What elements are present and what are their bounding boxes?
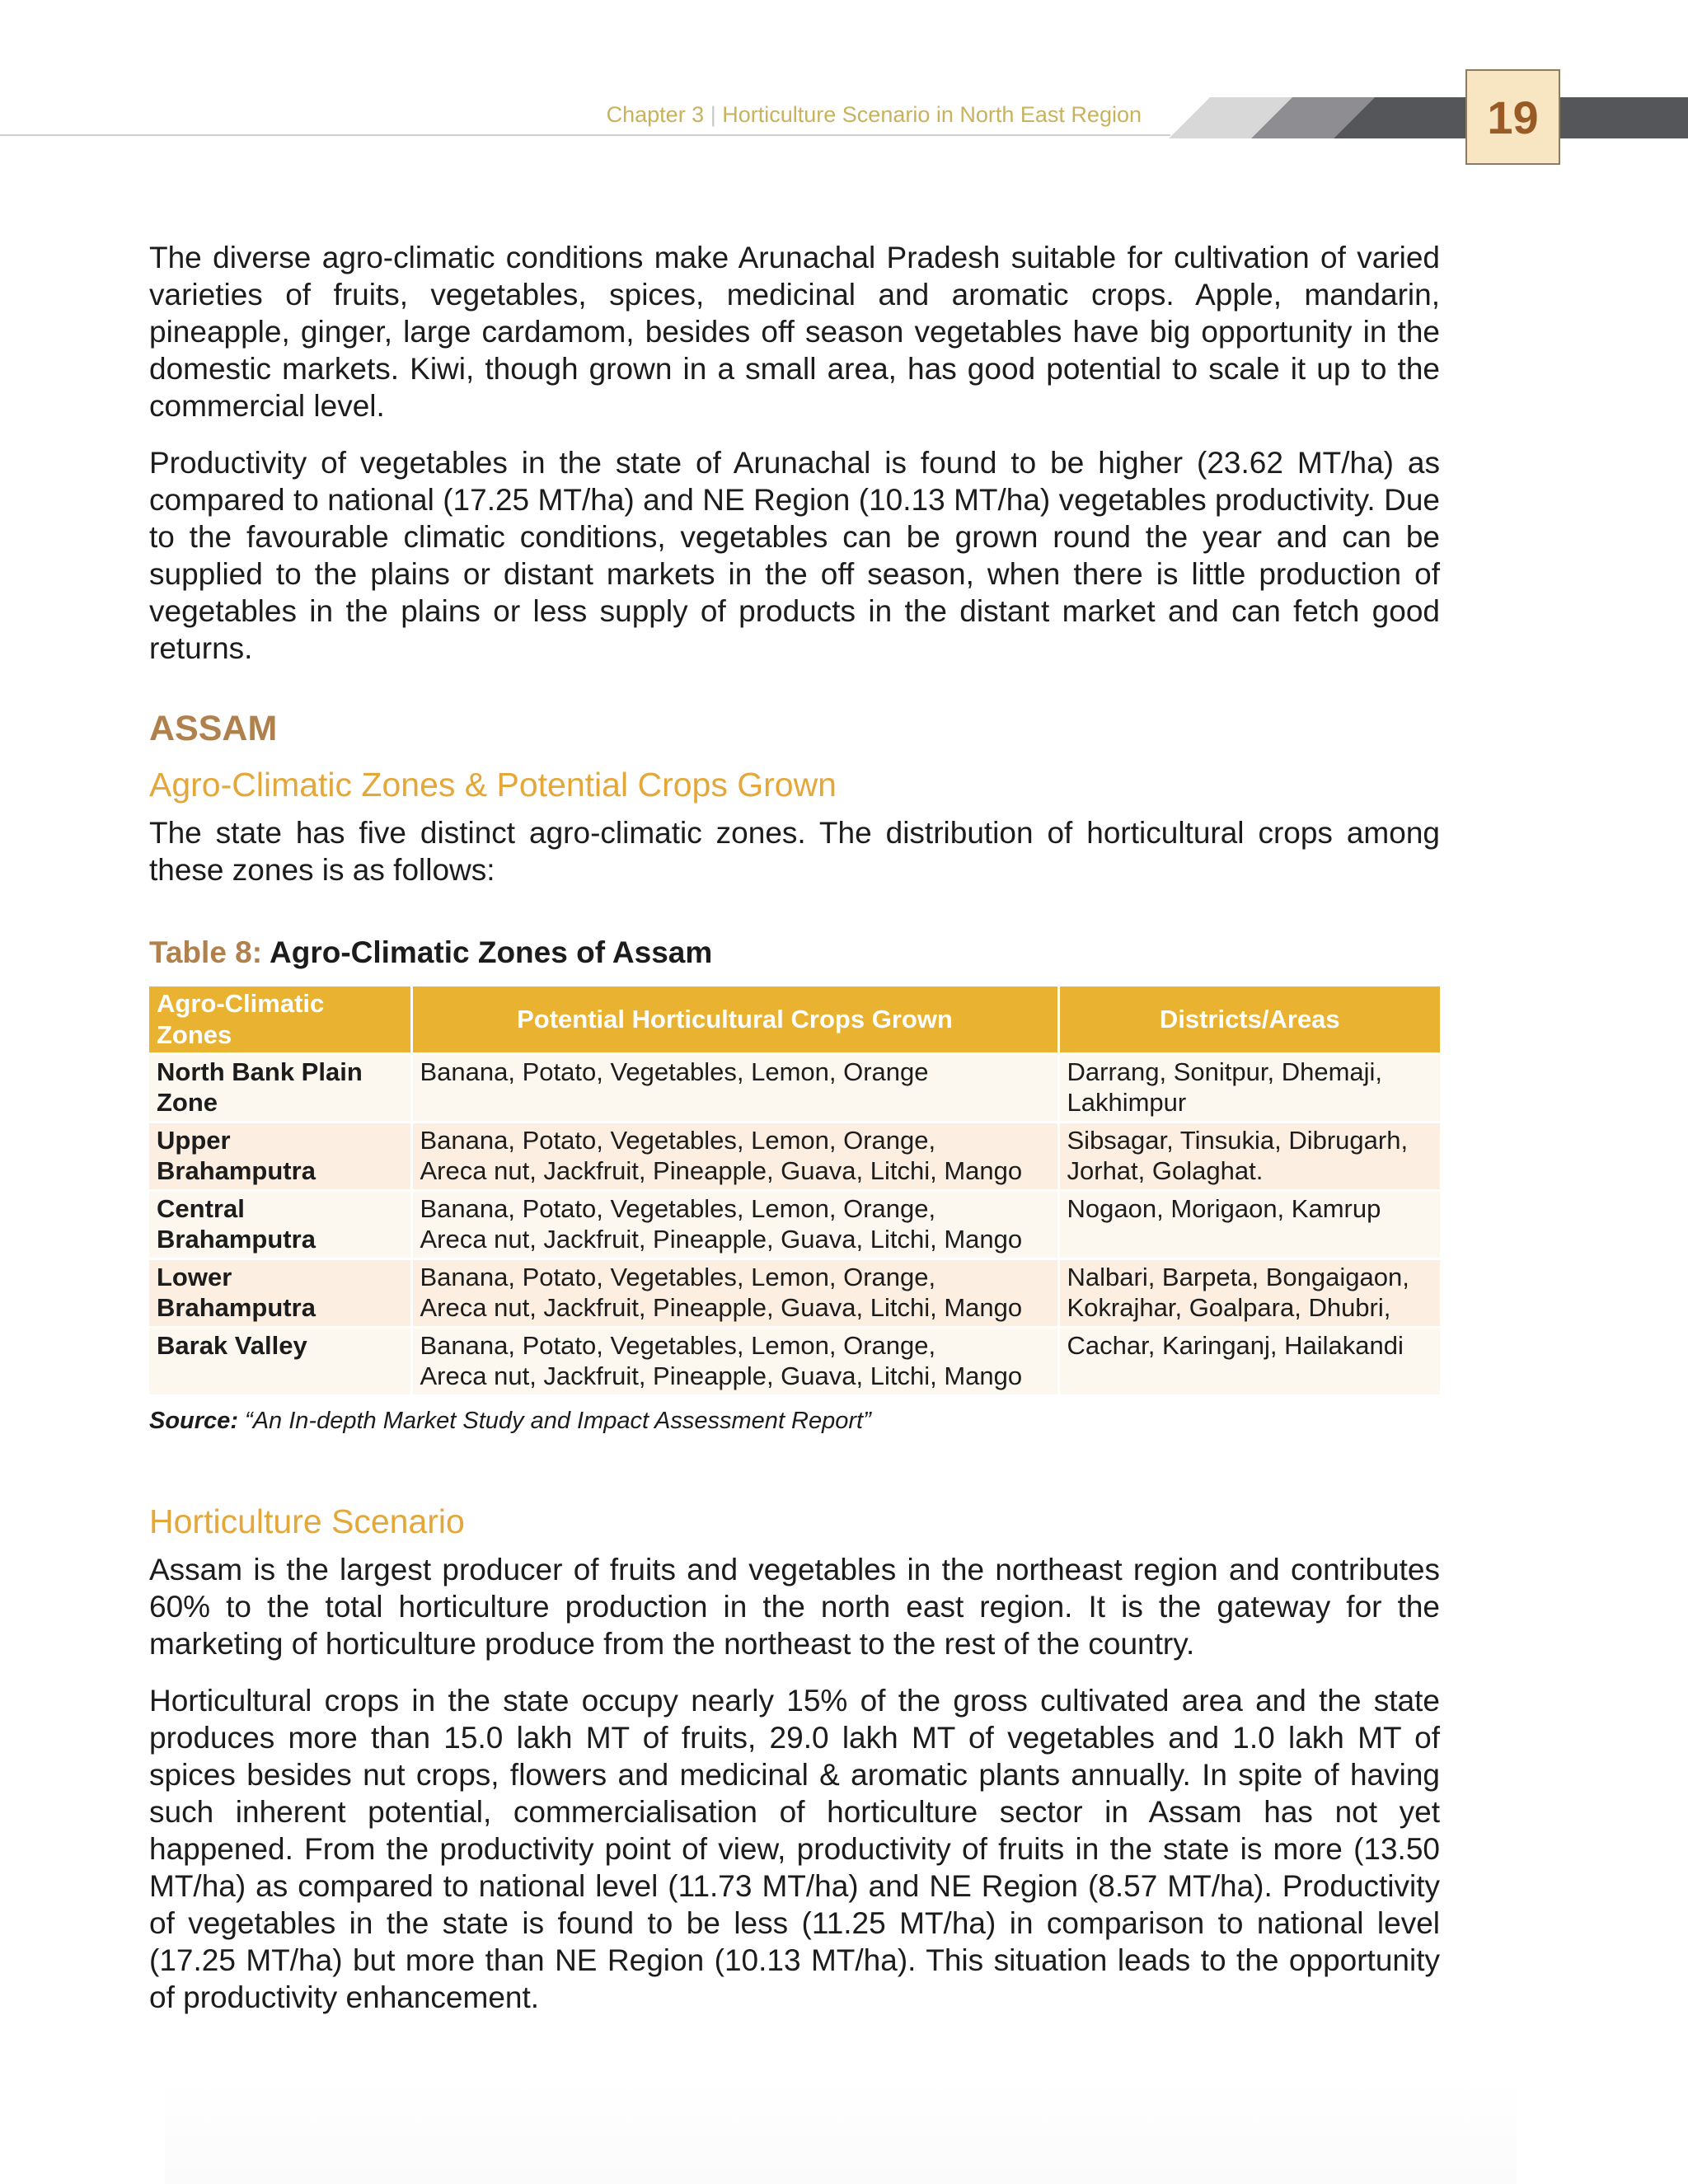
column-header-crops: Potential Horticultural Crops Grown [411, 987, 1058, 1054]
page-content [149, 239, 1440, 2016]
table-row [149, 1122, 1440, 1191]
chapter-label: Chapter 3 [606, 102, 705, 127]
page-number: 19 [1465, 69, 1560, 165]
zone-line: North Bank Plain [157, 1057, 363, 1086]
source-text: “An In-depth Market Study and Impact Assessment Report” [245, 1408, 871, 1434]
crops-line: Banana, Potato, Vegetables, Lemon, Orange, [420, 1126, 936, 1155]
chapter-title: Horticulture Scenario in North East Region [722, 102, 1142, 127]
zone-cell [149, 1328, 411, 1395]
zone-cell [149, 1054, 411, 1122]
horticulture-paragraph-1: Assam is the largest producer of fruits and vegetables in the northeast region and contributes 60% to the total horticulture production in the north east region. It is the gateway for the marketing of horticulture produce from the northeast to the rest of the country. [149, 1553, 1440, 1661]
districts-cell [1058, 1054, 1440, 1122]
table-caption-title: Agro-Climatic Zones of Assam [270, 935, 713, 969]
header-rule [0, 134, 1170, 136]
header-separator: | [710, 102, 716, 127]
zones-intro-paragraph: The state has five distinct agro-climatic zones. The distribution of horticultural crops among these zones is as follows: [149, 816, 1440, 887]
zone-line: Upper [157, 1126, 231, 1155]
intro-paragraph-1: The diverse agro-climatic conditions make Arunachal Pradesh suitable for cultivation of varied varieties of fruits, vegetables, spices, medicinal and aromatic crops. Apple, mandarin, pineapple, ginger, large cardamom, besides off season vegetables have big opportunity in the domestic markets. Kiwi, though grown in a small area, has good potential to scale it up to the commercial level. [149, 241, 1440, 423]
districts-line: Cachar, Karinganj, Hailakandi [1067, 1331, 1404, 1360]
crops-line: Areca nut, Jackfruit, Pineapple, Guava, Litchi, Mango [420, 1361, 1023, 1390]
section-heading-assam: ASSAM [149, 709, 278, 748]
table-row [149, 1054, 1440, 1122]
crops-cell [411, 1054, 1058, 1122]
crops-cell [411, 1259, 1058, 1328]
districts-line: Kokrajhar, Goalpara, Dhubri, [1067, 1293, 1391, 1322]
table-header-row [149, 987, 1440, 1054]
table-caption-label: Table 8: [149, 935, 263, 969]
column-header-districts: Districts/Areas [1058, 987, 1440, 1054]
crops-cell [411, 1122, 1058, 1191]
intro-paragraph-2: Productivity of vegetables in the state of Arunachal is found to be higher (23.62 MT/ha) as compared to national (17.25 MT/ha) and NE Region (10.13 MT/ha) vegetables productivity. Due to the favourable climatic conditions, vegetables can be grown round the year and can be supplied to the plains or distant markets in the off season, when there is little production of vegetables in the plains or less supply of products in the distant market and can fetch good returns. [149, 446, 1440, 665]
page-footer-shade [165, 2077, 1517, 2184]
districts-line: Lakhimpur [1067, 1088, 1187, 1117]
crops-line: Areca nut, Jackfruit, Pineapple, Guava, Litchi, Mango [420, 1293, 1023, 1322]
zone-line: Lower [157, 1263, 232, 1291]
crops-cell [411, 1328, 1058, 1395]
horticulture-paragraph-2: Horticultural crops in the state occupy nearly 15% of the gross cultivated area and the state produces more than 15.0 lakh MT of fruits, 29.0 lakh MT of vegetables and 1.0 lakh MT of spices besides nut crops, flowers and medicinal & aromatic plants annually. In spite of having such inherent potential, commercialisation of horticulture sector in Assam has not yet happened. From the productivity point of view, productivity of fruits in the state is more (13.50 MT/ha) as compared to national level (11.73 MT/ha) and NE Region (8.57 MT/ha). Productivity of vegetables in the state is found to be less (11.25 MT/ha) in comparison to national level (17.25 MT/ha) but more than NE Region (10.13 MT/ha). This situation leads to the opportunity of productivity enhancement. [149, 1684, 1440, 2014]
zone-line: Brahamputra [157, 1293, 316, 1322]
zone-line: Barak Valley [157, 1331, 307, 1360]
crops-line: Areca nut, Jackfruit, Pineapple, Guava, Litchi, Mango [420, 1156, 1023, 1185]
column-header-zones: Agro-Climatic Zones [149, 987, 411, 1054]
subsection-heading-zones: Agro-Climatic Zones & Potential Crops Grown [149, 766, 837, 804]
crops-line: Banana, Potato, Vegetables, Lemon, Orange, [420, 1331, 936, 1360]
table-row [149, 1191, 1440, 1259]
table-caption [149, 934, 1440, 972]
crops-line: Areca nut, Jackfruit, Pineapple, Guava, Litchi, Mango [420, 1225, 1023, 1254]
districts-line: Jorhat, Golaghat. [1067, 1156, 1264, 1185]
zone-cell [149, 1191, 411, 1259]
districts-cell [1058, 1259, 1440, 1328]
districts-line: Nalbari, Barpeta, Bongaigaon, [1067, 1263, 1409, 1291]
zone-cell [149, 1259, 411, 1328]
districts-cell [1058, 1328, 1440, 1395]
table-source [149, 1406, 1440, 1436]
districts-line: Nogaon, Morigaon, Kamrup [1067, 1194, 1381, 1223]
running-header [607, 102, 1142, 128]
table-row [149, 1259, 1440, 1328]
zone-line: Brahamputra [157, 1225, 316, 1254]
districts-line: Darrang, Sonitpur, Dhemaji, [1067, 1057, 1383, 1086]
zone-line: Zone [157, 1088, 218, 1117]
table-row [149, 1328, 1440, 1395]
districts-line: Sibsagar, Tinsukia, Dibrugarh, [1067, 1126, 1409, 1155]
districts-cell [1058, 1122, 1440, 1191]
zone-line: Brahamputra [157, 1156, 316, 1185]
crops-line: Banana, Potato, Vegetables, Lemon, Orange [420, 1057, 929, 1086]
crops-cell [411, 1191, 1058, 1259]
agro-climatic-zones-table [149, 987, 1440, 1394]
source-label: Source: [149, 1408, 238, 1434]
subsection-heading-horticulture: Horticulture Scenario [149, 1502, 465, 1540]
crops-line: Banana, Potato, Vegetables, Lemon, Orange, [420, 1194, 936, 1223]
crops-line: Banana, Potato, Vegetables, Lemon, Orange, [420, 1263, 936, 1291]
districts-cell [1058, 1191, 1440, 1259]
zone-cell [149, 1122, 411, 1191]
zone-line: Central [157, 1194, 245, 1223]
